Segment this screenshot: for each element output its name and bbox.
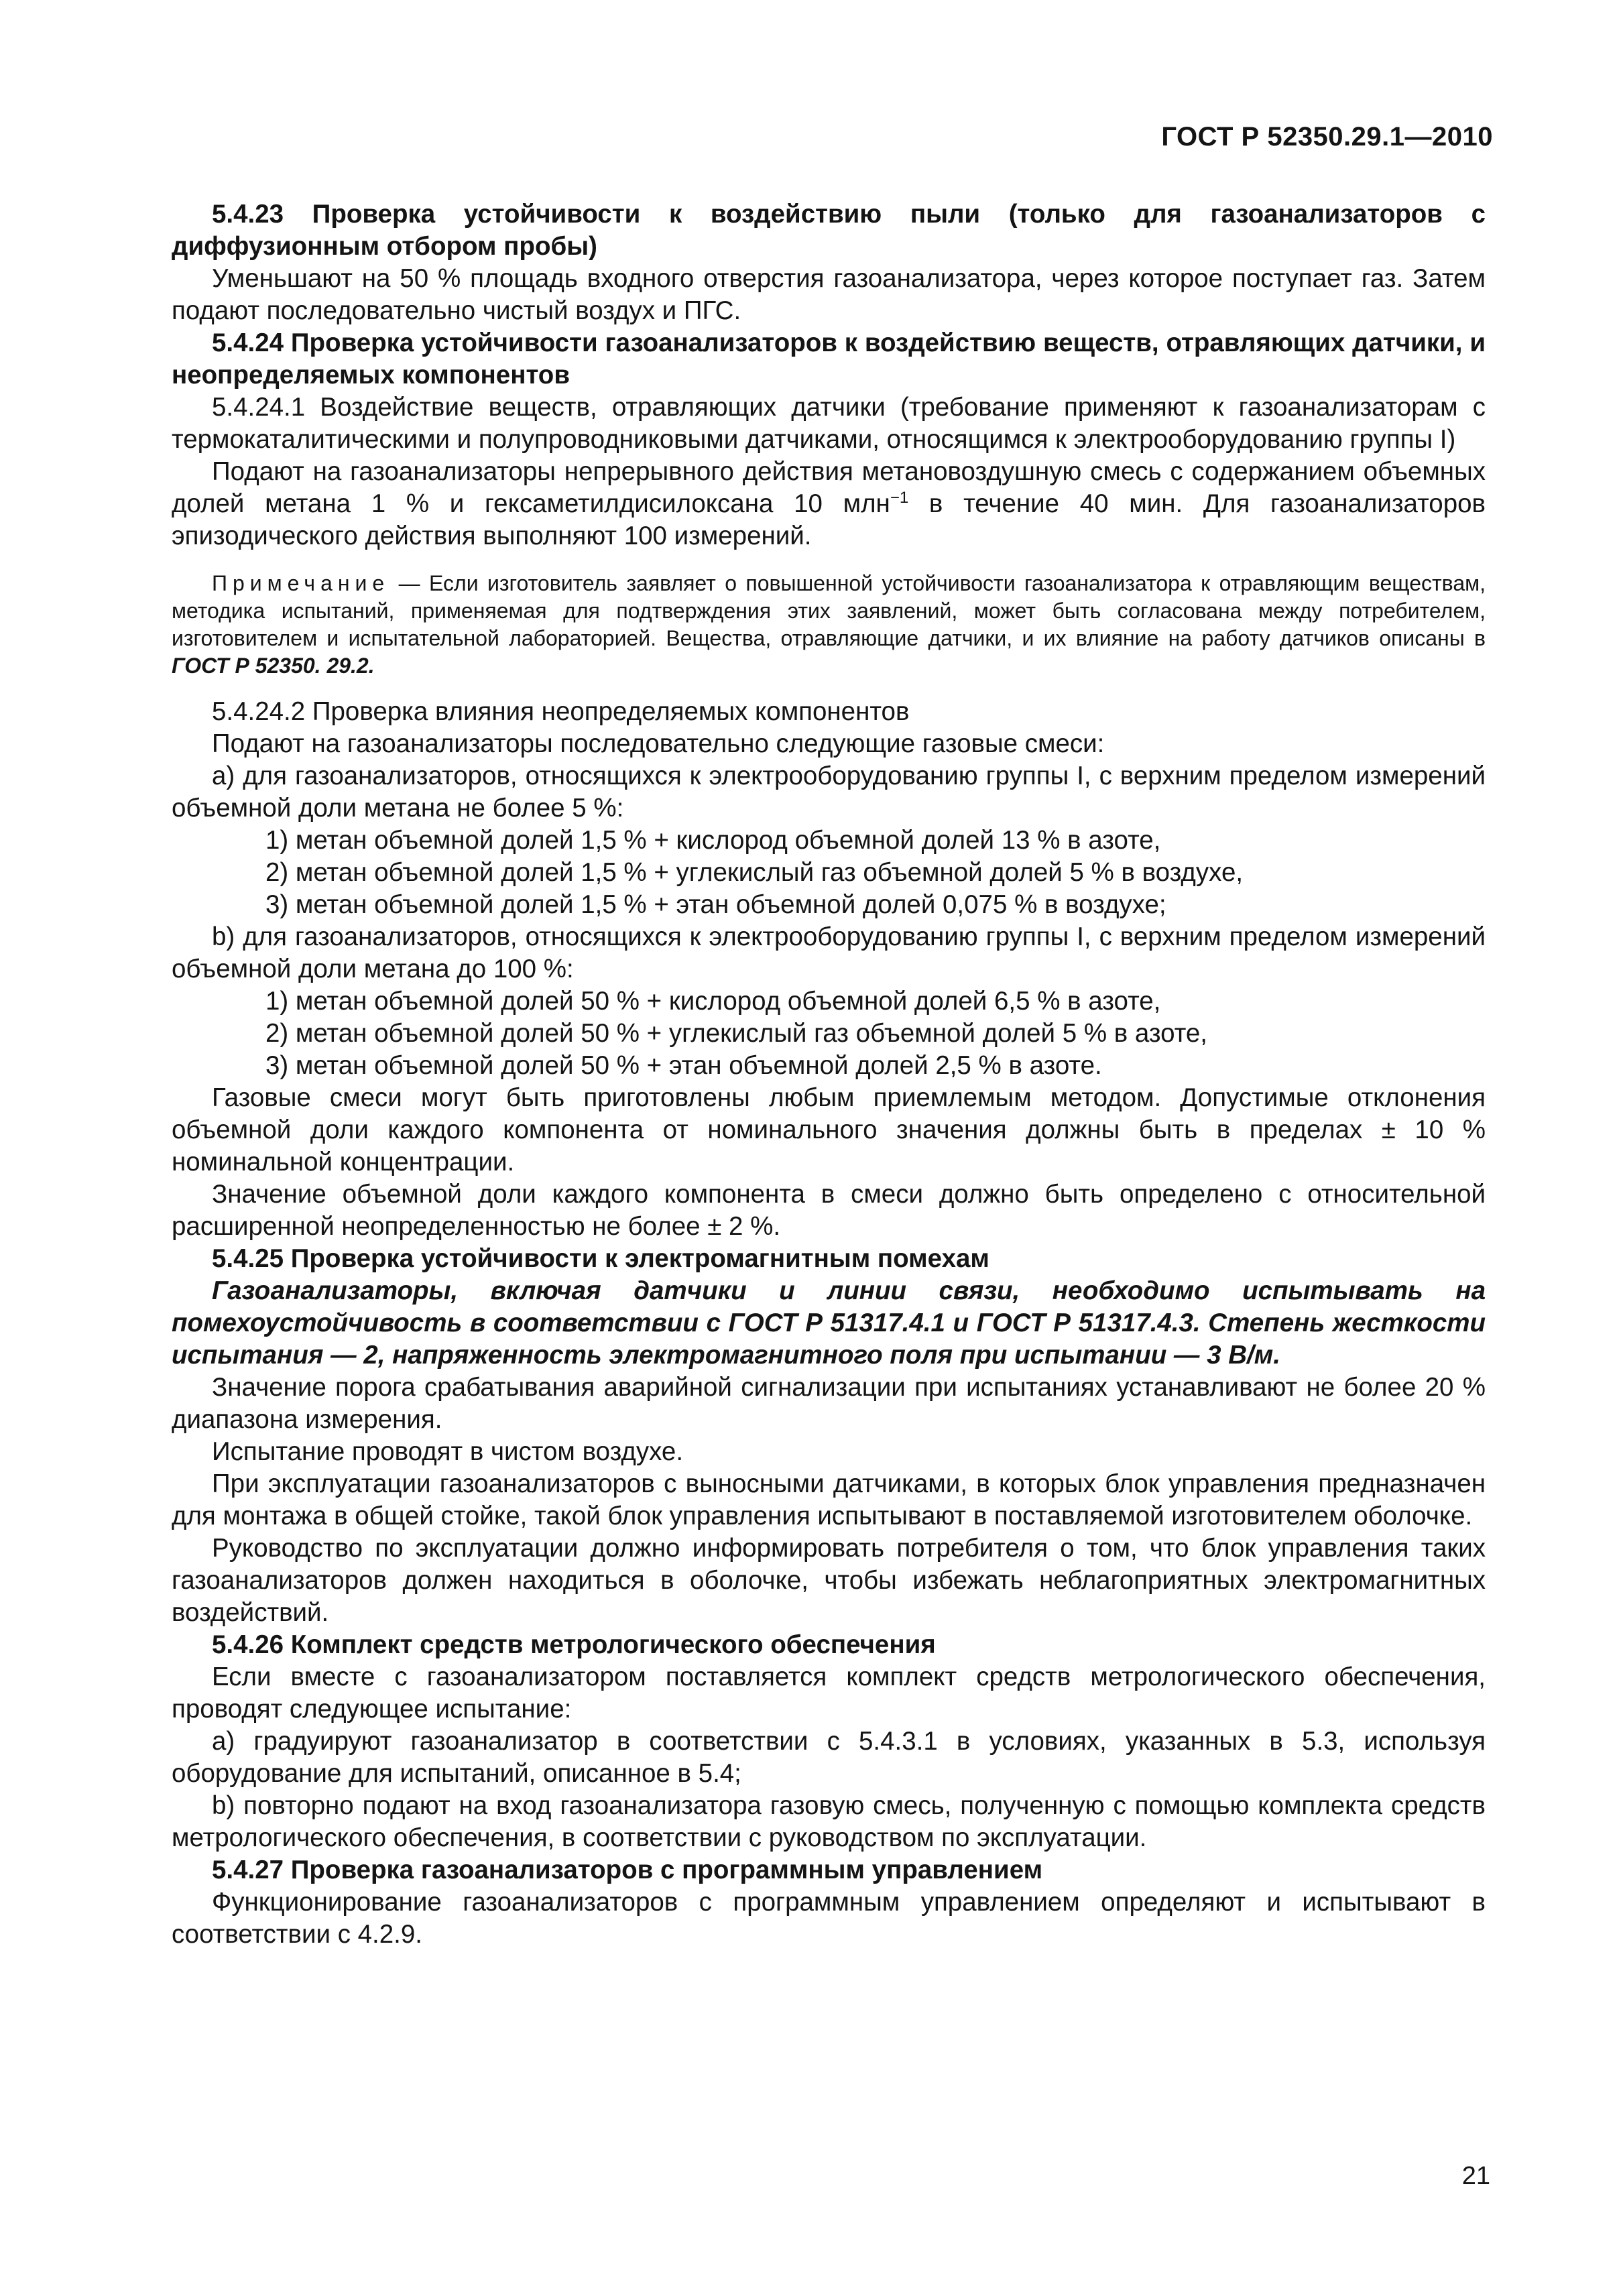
standard-header: ГОСТ Р 52350.29.1—2010 <box>1161 122 1493 152</box>
section-5-4-25-paragraph-3: При эксплуатации газоанализаторов с выносными датчиками, в которых блок управления предназначен для монтажа в общей стойке, такой блок управления испытывают в поставляемой изготовителем оболочке. <box>172 1469 1486 1530</box>
section-5-4-25-title: 5.4.25 Проверка устойчивости к электромагнитным помехам <box>212 1244 989 1273</box>
section-5-4-25-paragraph-1: Значение порога срабатывания аварийной сигнализации при испытаниях устанавливают не более 20 % диапазона измерения. <box>172 1373 1486 1434</box>
list-a-item-1: 1) метан объемной долей 1,5 % + кислород объемной долей 13 % в азоте, <box>265 826 1161 855</box>
section-5-4-23-title: 5.4.23 Проверка устойчивости к воздействию пыли (только для газоанализаторов с диффузионным отбором пробы) <box>172 200 1486 261</box>
page-body <box>172 198 1486 1951</box>
section-5-4-27-title: 5.4.27 Проверка газоанализаторов с программным управлением <box>212 1856 1043 1884</box>
superscript-exponent: −1 <box>890 489 909 507</box>
section-5-4-26-paragraph-3: b) повторно подают на вход газоанализатора газовую смесь, полученную с помощью комплекта средств метрологического обеспечения, в соответствии с руководством по эксплуатации. <box>172 1791 1486 1852</box>
list-a-item-3: 3) метан объемной долей 1,5 % + этан объемной долей 0,075 % в воздухе; <box>265 890 1166 919</box>
list-b-item-1: 1) метан объемной долей 50 % + кислород объемной долей 6,5 % в азоте, <box>265 987 1161 1016</box>
section-5-4-23-paragraph: Уменьшают на 50 % площадь входного отверстия газоанализатора, через которое поступает газ. Затем подают последовательно чистый воздух и ПГС. <box>172 264 1486 325</box>
note-text: — Если изготовитель заявляет о повышенной устойчивости газоанализатора к отравляющим веществам, методика испытаний, применяемая для подтверждения этих заявлений, может быть согласована между потребителем, изготовителем и испытательной лабораторией. Вещества, отравляющие датчики, и их влияние на работу датчиков описаны в <box>172 571 1486 650</box>
note-reference: ГОСТ Р 52350. 29.2. <box>172 654 375 678</box>
uncertainty-paragraph: Значение объемной доли каждого компонента в смеси должно быть определено с относительной расширенной неопределенностью не более ± 2 %. <box>172 1180 1486 1241</box>
list-a-intro: а) для газоанализаторов, относящихся к электрооборудованию группы I, с верхним пределом измерений объемной доли метана не более 5 %: <box>172 762 1486 823</box>
list-a-item-2: 2) метан объемной долей 1,5 % + углекислый газ объемной долей 5 % в воздухе, <box>265 858 1244 887</box>
section-5-4-24-1-methane-paragraph <box>172 456 1486 552</box>
methane-text-end: в течение 40 мин. Для газоанализаторов эпизодического действия выполняют 100 измерений. <box>172 489 1486 550</box>
note-block <box>172 570 1486 680</box>
page-number: 21 <box>1461 2162 1490 2190</box>
gas-mixtures-tolerance-paragraph: Газовые смеси могут быть приготовлены любым приемлемым методом. Допустимые отклонения объемной доли каждого компонента от номинального значения должны быть в пределах ± 10 % номинальной концентрации. <box>172 1083 1486 1176</box>
section-5-4-26-title: 5.4.26 Комплект средств метрологического обеспечения <box>212 1630 936 1659</box>
section-5-4-26-paragraph-2: а) градуируют газоанализатор в соответствии с 5.4.3.1 в условиях, указанных в 5.3, используя оборудование для испытаний, описанное в 5.4; <box>172 1727 1486 1788</box>
section-5-4-24-title: 5.4.24 Проверка устойчивости газоанализаторов к воздействию веществ, отравляющих датчики, и неопределяемых компонентов <box>172 328 1486 389</box>
section-5-4-25-emphasis: Газоанализаторы, включая датчики и линии связи, необходимо испытывать на помехоустойчивость в соответствии с ГОСТ Р 51317.4.1 и ГОСТ Р 51317.4.3. Степень жесткости испытания — 2, напряженность электромагнитного поля при испытании — 3 В/м. <box>172 1276 1486 1370</box>
methane-text-start: Подают на газоанализаторы непрерывного действия метановоздушную смесь с содержанием объемных долей метана 1 % и гексаметилдисилоксана 10 млн <box>172 457 1486 518</box>
note-label: Примечание <box>212 571 390 595</box>
section-5-4-26-paragraph-1: Если вместе с газоанализатором поставляется комплект средств метрологического обеспечения, проводят следующее испытание: <box>172 1663 1486 1724</box>
list-b-item-2: 2) метан объемной долей 50 % + углекислый газ объемной долей 5 % в азоте, <box>265 1019 1208 1048</box>
list-b-intro: b) для газоанализаторов, относящихся к электрооборудованию группы I, с верхним пределом измерений объемной доли метана до 100 %: <box>172 922 1486 983</box>
gas-mixtures-intro: Подают на газоанализаторы последовательно следующие газовые смеси: <box>212 729 1105 758</box>
section-5-4-27-paragraph: Функционирование газоанализаторов с программным управлением определяют и испытывают в соответствии с 4.2.9. <box>172 1888 1486 1949</box>
section-5-4-24-1-paragraph: 5.4.24.1 Воздействие веществ, отравляющих датчики (требование применяют к газоанализаторам с термокаталитическими и полупроводниковыми датчиками, относящимся к электрооборудованию группы I) <box>172 393 1486 454</box>
section-5-4-25-paragraph-2: Испытание проводят в чистом воздухе. <box>212 1437 684 1466</box>
section-5-4-24-2-title: 5.4.24.2 Проверка влияния неопределяемых компонентов <box>212 697 910 726</box>
section-5-4-25-paragraph-4: Руководство по эксплуатации должно информировать потребителя о том, что блок управления таких газоанализаторов должен находиться в оболочке, чтобы избежать неблагоприятных электромагнитных воздействий. <box>172 1534 1486 1627</box>
list-b-item-3: 3) метан объемной долей 50 % + этан объемной долей 2,5 % в азоте. <box>265 1051 1102 1080</box>
